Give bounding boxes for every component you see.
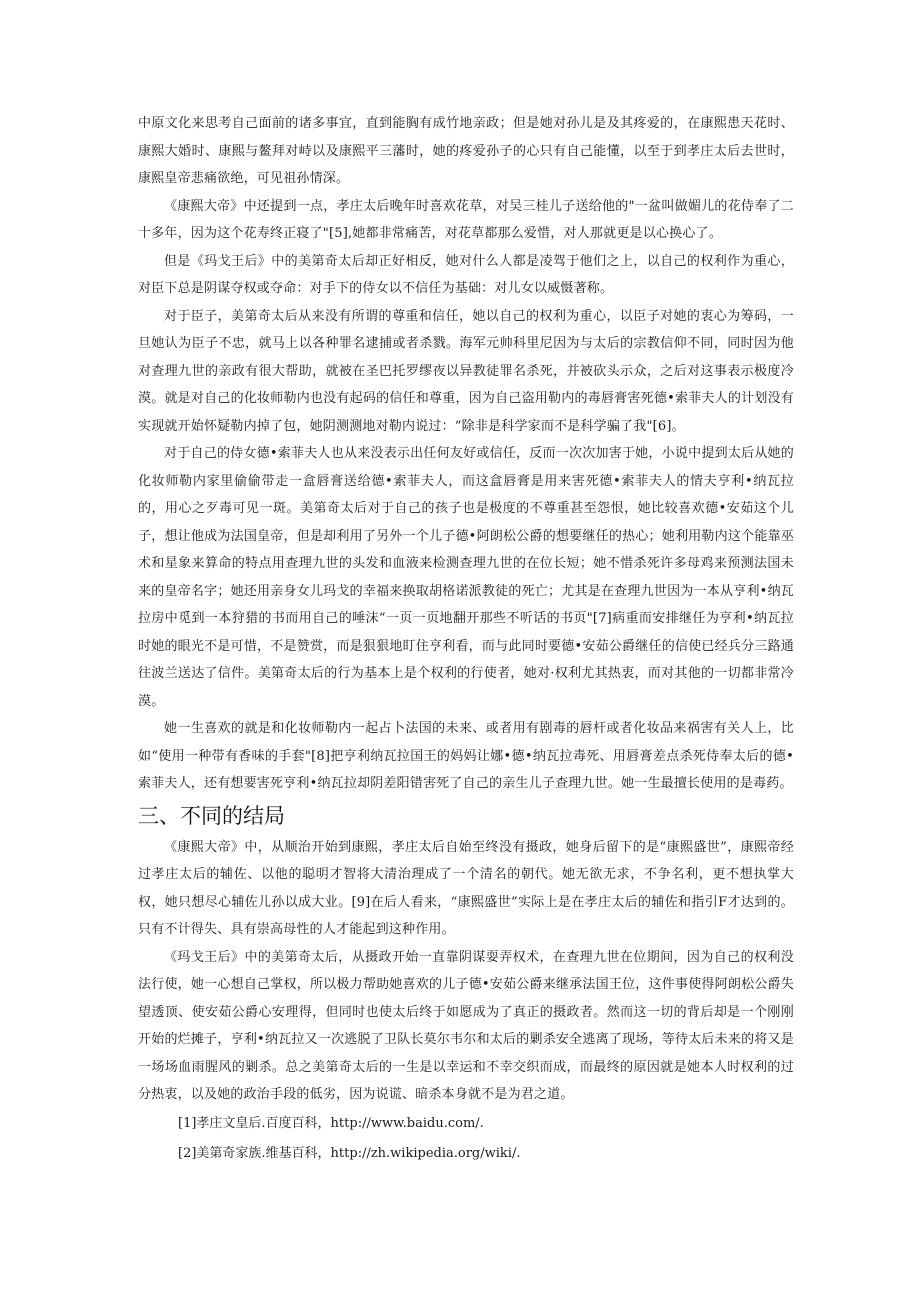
paragraph-1: 中原文化来思考自己面前的诸多事宜，直到能胸有成竹地亲政；但是她对孙儿是及其疼爱的，在康熙患天花时、康熙大婚时、康熙与鳌拜对峙以及康熙平三藩时，她的疼爱孙子的心只有自己能懂，以至于到孝庄太后去世时，康熙皇帝悲痛欲绝，可见祖孙情深。 [138, 116, 794, 186]
reference-1: [1]孝庄文皇后.百度百科，http://www.baidu.com/. [178, 1115, 484, 1131]
paragraph-7: 《康熙大帝》中，从顺治开始到康熙，孝庄太后自始至终没有摄政，她身后留下的是“康熙盛世”，康熙帝经过孝庄太后的辅佐、以他的聪明才智将大清治理成了一个清名的朝代。她无欲无求，不争名利，更不想执掌大权，她只想尽心辅佐儿孙以成大业。[9]在后人看来，“康熙盛世”实际上是在孝庄太后的辅佐和指引F才达到的。只有不计得失、具有崇高母性的人才能起到这种作用。 [138, 839, 794, 937]
paragraph-4: 对于臣子，美第奇太后从来没有所谓的尊重和信任，她以自己的权利为重心，以臣子对她的衷心为筹码，一旦她认为臣子不忠，就马上以各种罪名逮捕或者杀戮。海军元帅科里尼因为与太后的宗教信仰不同，同时因为他对查理九世的亲政有很大帮助，就被在圣巴托罗缪夜以异教徒罪名杀死，并被砍头示众，之后对这事表示极度冷漠。就是对自己的化妆师勒内也没有起码的信任和尊重，因为自己盗用勒内的毒唇膏害死德•索菲夫人的计划没有实现就开始怀疑勒内掉了包，她阴测测地对勒内说过：“除非是科学家而不是科学骗了我"[6]。 [138, 308, 794, 434]
paragraph-2: 《康熙大帝》中还提到一点，孝庄太后晚年时喜欢花草，对吴三桂儿子送给他的"一盆叫做媚儿的花侍奉了二十多年，因为这个花寿终正寝了"[5],她都非常痛苦，对花草都那么爱惜，对人那就更是以心换心了。 [138, 198, 794, 241]
paragraph-3: 但是《玛戈王后》中的美第奇太后却正好相反，她对什么人都是凌驾于他们之上，以自己的权利作为重心，对臣下总是阴谋夺权或夺命：对手下的侍女以不信任为基础：对儿女以威慑著称。 [138, 253, 794, 296]
reference-2: [2]美第奇家族.维基百科，http://zh.wikipedia.org/wiki/. [178, 1145, 521, 1161]
paragraph-6: 她一生喜欢的就是和化妆师勒内一起占卜法国的未来、或者用有剧毒的唇杆或者化妆品来祸害有关人上，比如“使用一种带有香味的手套"[8]把亨利纳瓦拉国王的妈妈让娜•德•纳瓦拉毒死、用唇膏差点杀死侍奉太后的德•索菲夫人，还有想要害死亨利•纳瓦拉却阴差阳错害死了自己的亲生儿子查理九世。她一生最擅长使用的是毒药。 [138, 721, 794, 791]
paragraph-8: 《玛戈王后》中的美第奇太后，从摄政开始一直靠阴谋耍弄权术，在查理九世在位期间，因为自己的权利没法行使，她一心想自己掌权，所以极力帮助她喜欢的儿子德•安茹公爵来继承法国王位，这件事使得阿朗松公爵失望透顶、使安茹公爵心安理得，但同时也使太后终于如愿成为了真正的摄政者。然而这一切的背后却是一个刚刚开始的烂摊子，亨利•纳瓦拉又一次逃脱了卫队长莫尔韦尔和太后的剿杀安全逃离了现场，等待太后未来的将又是一场场血雨腥风的剿杀。总之美第奇太后的一生是以幸运和不幸交织而成，而最终的原因就是她本人时权利的过分热衷，以及她的政治手段的低劣，因为说谎、暗杀本身就不是为君之道。 [138, 949, 794, 1102]
section-heading: 三、不同的结局 [138, 803, 285, 828]
document-page [138, 110, 794, 1169]
paragraph-5: 对于自己的侍女德•索菲夫人也从来没表示出任何友好或信任，反而一次次加害于她，小说中提到太后从她的化妆师勒内家里偷偷带走一盒唇膏送给德•索菲夫人，而这盒唇膏是用来害死德•索菲夫人的情夫亨利•纳瓦拉的，用心之歹毒可见一斑。美第奇太后对于自己的孩子也是极度的不尊重甚至怨恨，她比较喜欢德•安茹这个儿子，想让他成为法国皇帝，但是却利用了另外一个儿子德•阿朗松公爵的想要继任的热心；她利用勒内这个能靠巫术和星象来算命的特点用查理九世的头发和血液来检测查理九世的在位长短；她不惜杀死许多母鸡来预测法国未来的皇帝名字；她还用亲身女儿玛戈的幸福来换取胡格诺派教徒的死亡；尤其是在查理九世因为一本从亨利•纳瓦拉房中觅到一本狩猎的书而用自己的唾沫“一页一页地翻开那些不听话的书页"[7]病重而安排继任为亨利•纳瓦拉时她的眼光不是可惜，不是赞赏，而是狠狠地盯住亨利看，而与此同时要德•安茹公爵继任的信使已经兵分三路通往波兰送达了信件。美第奇太后的行为基本上是个权利的行使者，她对·权利尤其热衷，而对其他的一切都非常冷漠。 [138, 446, 794, 709]
